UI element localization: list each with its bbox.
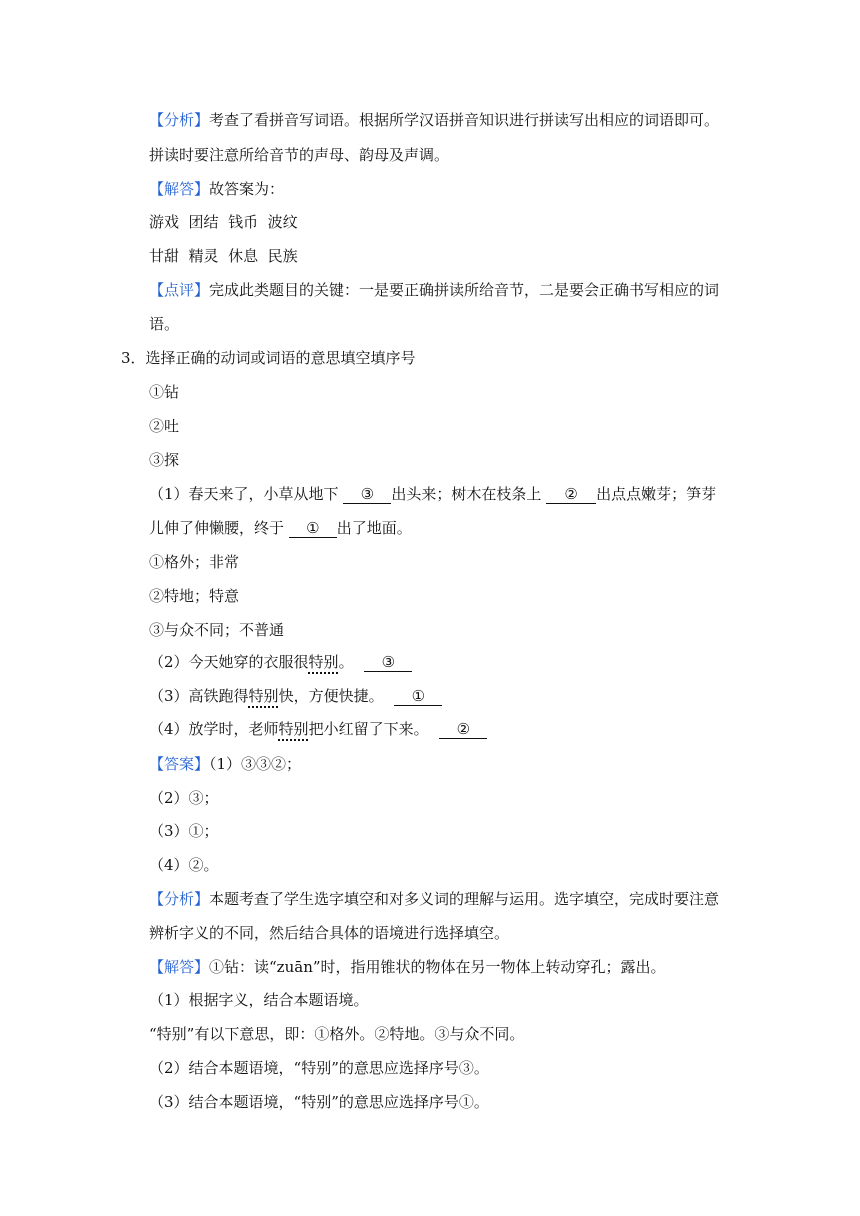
answer-text: （1）③③②； [209, 755, 302, 773]
verb-option: ②吐 [149, 417, 180, 435]
analysis-tag: 【分析】 [149, 890, 210, 908]
answer-text: （4）②。 [149, 856, 219, 874]
sentence-text: 出了地面。 [336, 519, 412, 537]
answer-blank: ③ [343, 485, 391, 504]
solution-text: （3）结合本题语境，“特别”的意思应选择序号①。 [149, 1093, 489, 1111]
dotted-word: 特别 [308, 653, 339, 671]
sentence-text: （2）今天她穿的衣服很 [149, 653, 309, 671]
answer-text: （2）③； [149, 789, 219, 807]
sentence-text: （4）放学时，老师 [149, 720, 279, 738]
analysis-text-cont: 辨析字义的不同，然后结合具体的语境进行选择填空。 [149, 924, 510, 942]
fill-sentence-4 [149, 719, 487, 739]
comment-text-cont: 语。 [149, 315, 180, 333]
question-number: 3． [121, 349, 146, 367]
question-3-title [121, 348, 416, 368]
answer-line [149, 754, 301, 774]
fill-sentence-3 [149, 686, 442, 706]
solution-line [149, 179, 284, 199]
analysis-line [149, 110, 719, 130]
verb-option: ①钻 [149, 383, 180, 401]
meaning-option: ③与众不同；不普通 [149, 621, 285, 639]
analysis-line [149, 889, 719, 909]
meaning-option: ①格外；非常 [149, 553, 240, 571]
solution-text: 故答案为： [209, 180, 285, 198]
comment-text: 完成此类题目的关键：一是要正确拼读所给音节，二是要会正确书写相应的词 [209, 281, 720, 299]
comment-line [149, 280, 719, 300]
sentence-text: 把小红留了下来。 [308, 720, 429, 738]
question-title: 选择正确的动词或词语的意思填空填序号 [145, 349, 416, 367]
analysis-text: 考查了看拼音写词语。根据所学汉语拼音知识进行拼读写出相应的词语即可。 [209, 111, 720, 129]
solution-text: ①钻：读“zuān”时，指用锥状的物体在另一物体上转动穿孔；露出。 [209, 958, 666, 976]
sentence-text: 儿伸了伸懒腰，终于 [149, 519, 285, 537]
answer-blank: ③ [364, 653, 412, 672]
solution-tag: 【解答】 [149, 180, 210, 198]
answer-words-row1: 游戏 团结 钱币 波纹 [149, 213, 298, 231]
verb-option: ③探 [149, 451, 180, 469]
sentence-text: 出点点嫩芽；笋芽 [596, 485, 717, 503]
solution-line [149, 957, 666, 977]
analysis-text: 本题考查了学生选字填空和对多义词的理解与运用。选字填空，完成时要注意 [209, 890, 720, 908]
fill-sentence-2 [149, 652, 412, 672]
solution-text: “特别”有以下意思，即：①格外。②特地。③与众不同。 [149, 1025, 525, 1043]
solution-tag: 【解答】 [149, 958, 210, 976]
sentence-text: 出头来；树木在枝条上 [391, 485, 542, 503]
answer-text: （3）①； [149, 822, 219, 840]
meaning-option: ②特地；特意 [149, 587, 240, 605]
sentence-text: 快，方便快捷。 [278, 687, 384, 705]
dotted-word: 特别 [278, 720, 309, 738]
answer-blank: ② [439, 720, 487, 739]
analysis-text-cont: 拼读时要注意所给音节的声母、韵母及声调。 [149, 146, 450, 164]
dotted-word: 特别 [248, 687, 279, 705]
answer-tag: 【答案】 [149, 755, 210, 773]
answer-blank: ① [394, 687, 442, 706]
solution-text: （1）根据字义，结合本题语境。 [149, 991, 369, 1009]
answer-blank: ② [546, 485, 596, 504]
solution-text: （2）结合本题语境，“特别”的意思应选择序号③。 [149, 1059, 489, 1077]
fill-sentence-1 [149, 484, 716, 504]
analysis-tag: 【分析】 [149, 111, 210, 129]
comment-tag: 【点评】 [149, 281, 210, 299]
fill-sentence-1-cont [149, 518, 412, 538]
sentence-text: 。 [338, 653, 354, 671]
answer-blank: ① [289, 519, 337, 538]
answer-words-row2: 甘甜 精灵 休息 民族 [149, 247, 298, 265]
sentence-text: （1）春天来了，小草从地下 [149, 485, 339, 503]
sentence-text: （3）高铁跑得 [149, 687, 249, 705]
